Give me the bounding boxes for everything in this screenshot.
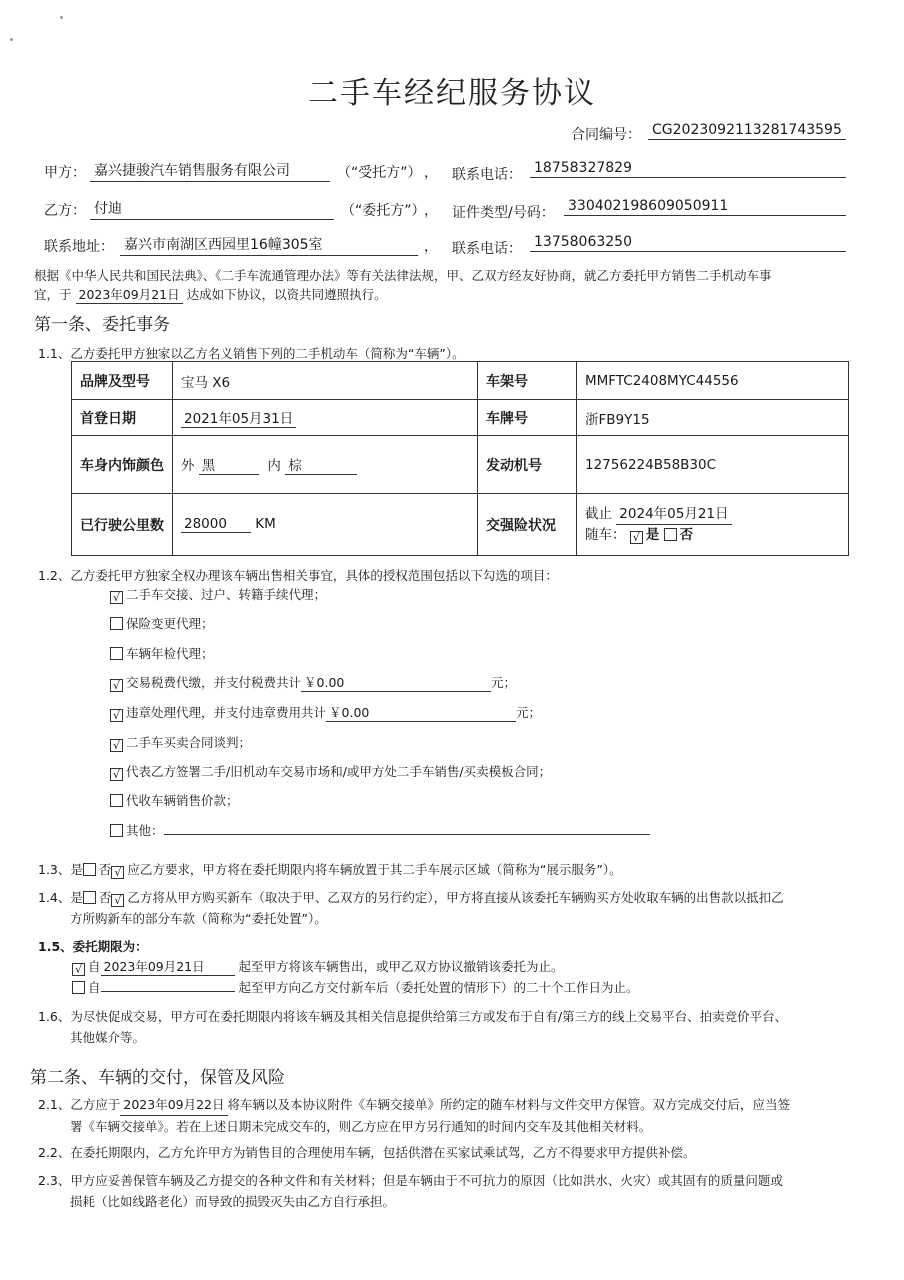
auth-checkbox[interactable]: √: [110, 591, 123, 604]
insurance-cell: [577, 494, 849, 556]
mileage-unit: KM: [255, 516, 276, 532]
auth-checkbox[interactable]: √: [110, 709, 123, 722]
term-1-checkbox[interactable]: √: [72, 963, 85, 976]
term-1-date: 2023年09月21日: [101, 957, 235, 976]
term-2-date: [101, 977, 235, 992]
plate-value: 浙FB9Y15: [577, 400, 849, 436]
auth-item-text: 交易税费代缴，并支付税费共计: [126, 675, 302, 690]
party-b-label: 乙方：: [44, 203, 86, 219]
reg-date-label: 首登日期: [72, 400, 173, 436]
intro-line2-post: 达成如下协议，以资共同遵照执行。: [186, 287, 387, 302]
intro-date: 2023年09月21日: [76, 285, 183, 304]
auth-item: [110, 703, 541, 722]
intro-line1: 根据《中华人民共和国民法典》、《二手车流通管理办法》等有关法律法规，甲、乙双方经友好协商，就乙方委托甲方销售二手机动车事: [34, 268, 772, 283]
int-color-label: 内: [267, 458, 281, 474]
clause-2-2: 2.2、在委托期限内，乙方允许甲方为销售目的合理使用车辆，包括供潜在买家试乘试驾，乙方不得要求甲方提供补偿。: [38, 1145, 696, 1160]
auth-item-text: 代表乙方签署二手/旧机动车交易市场和/或甲方处二手车销售/买卖模板合同；: [126, 764, 552, 779]
tax-unit: 元；: [491, 675, 517, 690]
party-b-sep2: ，: [424, 239, 438, 255]
insurance-yes-checkbox[interactable]: √: [630, 531, 643, 544]
auth-item-text: 违章处理代理，并支付违章费用共计: [126, 705, 327, 720]
delivery-date: 2023年09月22日: [120, 1094, 227, 1116]
c14-no-checkbox[interactable]: √: [111, 894, 124, 907]
auth-item-text: 保险变更代理；: [126, 616, 214, 631]
vin-label: 车架号: [478, 362, 577, 400]
clause-1-3-pre: 1.3、是: [38, 862, 83, 877]
auth-item-text: 车辆年检代理；: [126, 646, 214, 661]
party-a-label: 甲方：: [44, 165, 86, 181]
party-a-phone-label: 联系电话：: [452, 167, 522, 183]
party-b-addr: 嘉兴市南湖区西园里16幢305室: [120, 234, 418, 256]
auth-item-text: 其他：: [126, 823, 164, 838]
intro-line2: [34, 285, 387, 304]
auth-checkbox[interactable]: √: [110, 679, 123, 692]
auth-item: [110, 791, 239, 809]
clause-1-4: [38, 887, 868, 929]
auth-item: [110, 733, 251, 752]
auth-item: [110, 585, 326, 604]
party-b-id-no: 330402198609050911: [564, 198, 846, 216]
clause-1-4-post: 乙方将从甲方购买新车（取决于甲、乙双方的另行约定），甲方将直接从该委托车辆购买方处收取车辆的出售款以抵扣乙: [127, 890, 784, 905]
clause-1-6-line2: 其他媒介等。: [70, 1030, 146, 1045]
scan-speck: [60, 16, 63, 19]
c13-yes-checkbox[interactable]: [83, 863, 96, 876]
clause-1-4-mid: 否: [98, 890, 112, 905]
c14-yes-checkbox[interactable]: [83, 891, 96, 904]
contract-no: CG2023092113281743595: [648, 122, 846, 140]
article2-title: 第二条、车辆的交付，保管及风险: [30, 1068, 285, 1088]
party-b-name: 付迪: [90, 198, 334, 220]
intro-line2-pre: 宜，于: [34, 287, 72, 302]
insurance-no-label: 否: [679, 527, 694, 543]
tax-amount: ￥0.00: [301, 673, 491, 692]
party-b-phone-label: 联系电话：: [452, 241, 522, 257]
brand-value: 宝马 X6: [173, 362, 478, 400]
color-label: 车身内饰颜色: [72, 436, 173, 494]
clause-1-3: [38, 860, 622, 879]
mileage-value: 28000: [181, 516, 251, 533]
clause-1-5-title: 1.5、委托期限为：: [38, 939, 148, 954]
term-1-pre: 自: [88, 959, 101, 974]
auth-item: [110, 673, 516, 692]
clause-2-3-line1: 2.3、甲方应妥善保管车辆及乙方提交的各种文件和有关材料；但是车辆由于不可抗力的原因（比如洪水、火灾）或其固有的质量问题或: [38, 1173, 783, 1188]
contract-no-label: 合同编号：: [571, 127, 641, 143]
article1-title: 第一条、委托事务: [34, 315, 170, 335]
insurance-until-value: 2024年05月21日: [616, 504, 731, 525]
party-b-sep: ，: [424, 203, 438, 219]
clause-1-6-line1: 1.6、为尽快促成交易，甲方可在委托期限内将该车辆及其相关信息提供给第三方或发布于自有/第三方的线上交易平台、拍卖竞价平台、: [38, 1009, 788, 1024]
vin-value: MMFTC2408MYC44556: [577, 362, 849, 400]
clause-2-1-line2: 署《车辆交接单》。若在上述日期未完成交车的，则乙方应在甲方另行通知的时间内交车及其他相关材料。: [70, 1119, 652, 1134]
int-color-value: 棕: [285, 454, 357, 475]
page-title: 二手车经纪服务协议: [308, 76, 596, 111]
c13-no-checkbox[interactable]: √: [111, 866, 124, 879]
auth-item-text: 二手车交接、过户、转籍手续代理；: [126, 587, 327, 602]
party-a-sep: ，: [424, 165, 438, 181]
ext-color-label: 外: [181, 458, 195, 474]
auth-item: [110, 644, 214, 662]
insurance-with-label: 随车：: [585, 527, 626, 543]
clause-2-1-post: 将车辆以及本协议附件《车辆交接单》所约定的随车材料与文件交甲方保管。双方完成交付后，应当签: [227, 1097, 791, 1112]
auth-checkbox[interactable]: √: [110, 768, 123, 781]
clause-2-1-pre: 2.1、乙方应于: [38, 1097, 121, 1112]
party-a-phone: 18758327829: [530, 160, 846, 178]
clause-2-3-line2: 损耗（比如线路老化）而导致的损毁灭失由乙方自行承担。: [70, 1194, 396, 1209]
term-option-1: [72, 957, 564, 976]
auth-item: [110, 614, 214, 632]
term-2-post: 起至甲方向乙方交付新车后（委托处置的情形下）的二十个工作日为止。: [238, 980, 639, 995]
term-2-pre: 自: [88, 980, 101, 995]
clause-1-4-line2: 方所购新车的部分车款（简称为“委托处置”）。: [70, 911, 327, 926]
clause-1-1: 1.1、乙方委托甲方独家以乙方名义销售下列的二手机动车（简称为“车辆”）。: [38, 346, 465, 361]
auth-checkbox[interactable]: [110, 647, 123, 660]
color-cell: [173, 436, 478, 494]
auth-checkbox[interactable]: √: [110, 739, 123, 752]
auth-item: [110, 762, 551, 781]
party-b-phone: 13758063250: [530, 234, 846, 252]
violation-amount: ￥0.00: [326, 703, 516, 722]
clause-1-3-mid: 否: [98, 862, 112, 877]
insurance-no-checkbox[interactable]: [664, 528, 677, 541]
party-b-addr-label: 联系地址：: [44, 239, 114, 255]
insurance-yes-label: 是: [645, 527, 660, 543]
term-option-2: [72, 977, 639, 996]
auth-checkbox[interactable]: [110, 824, 123, 837]
auth-item-text: 代收车辆销售价款；: [126, 793, 239, 808]
mileage-label: 已行驶公里数: [72, 494, 173, 556]
clause-1-6: [38, 1006, 868, 1048]
reg-date-value: 2021年05月31日: [181, 407, 296, 428]
plate-label: 车牌号: [478, 400, 577, 436]
clause-1-2: 1.2、乙方委托甲方独家全权办理该车辆出售相关事宜，具体的授权范围包括以下勾选的项目：: [38, 568, 558, 583]
auth-item: [110, 820, 650, 839]
clause-1-4-pre: 1.4、是: [38, 890, 83, 905]
party-a-name: 嘉兴捷骏汽车销售服务有限公司: [90, 160, 330, 182]
clause-2-3: [38, 1170, 868, 1212]
engine-label: 发动机号: [478, 436, 577, 494]
party-a-role: （“受托方”）: [337, 165, 422, 181]
vehicle-table: [71, 361, 849, 556]
party-b-role: （“委托方”）: [341, 203, 426, 219]
auth-checkbox[interactable]: [110, 794, 123, 807]
insurance-label: 交强险状况: [478, 494, 577, 556]
term-1-post: 起至甲方将该车辆售出，或甲乙双方协议撤销该委托为止。: [238, 959, 564, 974]
clause-2-1: [38, 1094, 868, 1137]
mileage-cell: [173, 494, 478, 556]
reg-date-cell: [173, 400, 478, 436]
party-b-id-label: 证件类型/号码：: [452, 205, 555, 221]
insurance-until-label: 截止: [585, 506, 612, 522]
auth-item-text: 二手车买卖合同谈判；: [126, 735, 252, 750]
auth-checkbox[interactable]: [110, 617, 123, 630]
clause-1-3-post: 应乙方要求，甲方将在委托期限内将车辆放置于其二手车展示区域（简称为“展示服务”）。: [127, 862, 622, 877]
term-2-checkbox[interactable]: [72, 981, 85, 994]
other-field: [164, 820, 650, 835]
brand-label: 品牌及型号: [72, 362, 173, 400]
violation-unit: 元；: [516, 705, 542, 720]
ext-color-value: 黑: [199, 454, 259, 475]
scan-speck: [10, 38, 13, 41]
engine-value: 12756224B58B30C: [577, 436, 849, 494]
